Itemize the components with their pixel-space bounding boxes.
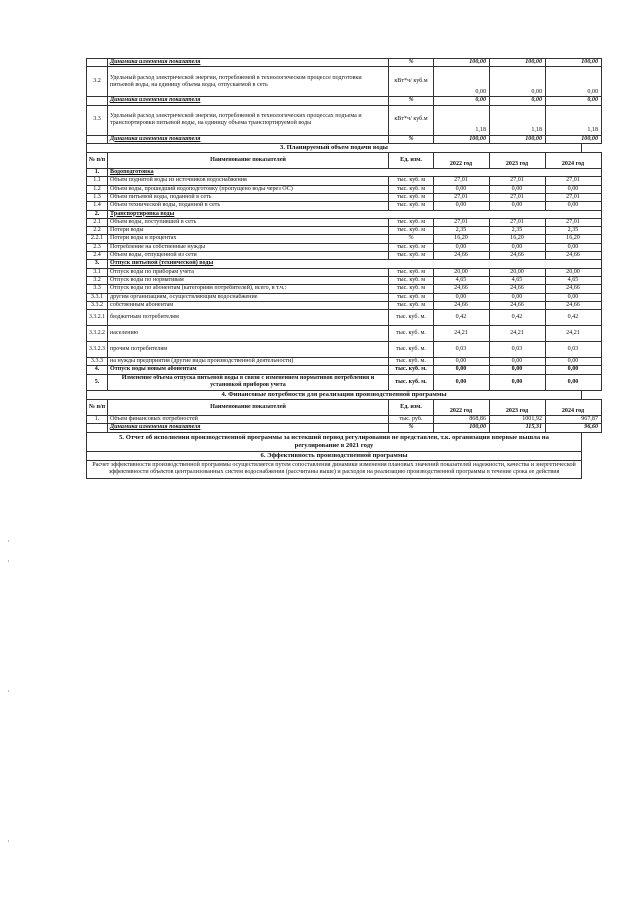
unit-cell: тыс. куб. м. bbox=[389, 358, 434, 366]
value-cell: 16,20 bbox=[490, 235, 546, 243]
value-cell: 24,66 bbox=[490, 285, 546, 293]
unit-cell: % bbox=[389, 97, 434, 105]
row-number: 3.3.2.1 bbox=[87, 310, 108, 326]
value-cell: 20,00 bbox=[434, 268, 490, 276]
row-number: 2. bbox=[87, 210, 108, 218]
value-cell: 100,00 bbox=[434, 424, 490, 432]
value-cell: 0,00 bbox=[434, 374, 490, 390]
row-number: 3.1 bbox=[87, 268, 108, 276]
value-cell: 24,66 bbox=[434, 285, 490, 293]
table-row bbox=[87, 374, 602, 390]
value-cell: 27,01 bbox=[490, 177, 546, 185]
unit-cell: тыс. куб. м bbox=[389, 252, 434, 260]
row-number: 1.1 bbox=[87, 177, 108, 185]
value-cell: 4,65 bbox=[434, 276, 490, 284]
unit-cell: тыс. куб. м bbox=[389, 268, 434, 276]
header-year: 2022 год bbox=[434, 153, 490, 169]
unit-cell: % bbox=[389, 135, 434, 143]
indicator-name: Объем поднятой воды из источников водоснабжения bbox=[108, 177, 389, 185]
indicator-name: Изменение объема отпуска питьевой воды в связи с изменением нормативов потребления и установкой приборов учета bbox=[108, 374, 389, 390]
unit-cell: тыс. куб. м bbox=[389, 293, 434, 301]
table-row bbox=[87, 268, 602, 276]
table-row bbox=[87, 193, 602, 201]
value-cell: 0,00 bbox=[434, 67, 490, 97]
unit-cell: тыс. куб. м bbox=[389, 243, 434, 251]
value-cell: 0,00 bbox=[490, 374, 546, 390]
value-cell: 1,18 bbox=[434, 105, 490, 135]
value-cell: 4,65 bbox=[490, 276, 546, 284]
value-cell: 0,00 bbox=[434, 243, 490, 251]
row-number: 1. bbox=[87, 415, 108, 423]
header-year: 2023 год bbox=[490, 399, 546, 415]
row-number: 3.3.3 bbox=[87, 358, 108, 366]
value-cell: 0,00 bbox=[434, 366, 490, 374]
row-number: 2.2 bbox=[87, 227, 108, 235]
indicator-name: Отпуск воды по абонентам (категориям потребителей), всего, в т.ч.: bbox=[108, 285, 389, 293]
value-cell: 0,00 bbox=[490, 293, 546, 301]
value-cell: 27,01 bbox=[434, 218, 490, 226]
row-number: 1.2 bbox=[87, 185, 108, 193]
indicator-name: Объем технической воды, поданной в сеть bbox=[108, 202, 389, 210]
scan-mark bbox=[8, 690, 9, 692]
value-cell: 24,66 bbox=[434, 301, 490, 309]
row-number: 5. bbox=[87, 374, 108, 390]
value-cell: 24,66 bbox=[490, 301, 546, 309]
unit-cell: тыс. куб. м bbox=[389, 193, 434, 201]
group-name: Отпуск питьевой (технической) воды bbox=[108, 260, 602, 268]
header-name: Наименование показателей bbox=[108, 153, 389, 169]
section-4-title: 4. Финансовые потребности для реализации производственной программы bbox=[86, 391, 582, 399]
header-year: 2023 год bbox=[490, 153, 546, 169]
table-row bbox=[87, 342, 602, 358]
indicator-name: бюджетным потребителям bbox=[108, 310, 389, 326]
table-row bbox=[87, 243, 602, 251]
row-number: 3.3.2.3 bbox=[87, 342, 108, 358]
scan-mark bbox=[8, 840, 9, 842]
value-cell: 2,35 bbox=[546, 227, 602, 235]
row-number bbox=[87, 135, 108, 143]
header-unit: Ед. изм. bbox=[389, 153, 434, 169]
value-cell: 967,87 bbox=[546, 415, 602, 423]
value-cell: 100,00 bbox=[490, 59, 546, 67]
table-row bbox=[87, 276, 602, 284]
row-number: 1.3 bbox=[87, 193, 108, 201]
value-cell: 27,01 bbox=[434, 193, 490, 201]
value-cell: 100,00 bbox=[434, 59, 490, 67]
value-cell: 1,18 bbox=[546, 105, 602, 135]
section-4-table bbox=[86, 399, 602, 433]
unit-cell: % bbox=[389, 235, 434, 243]
group-row bbox=[87, 169, 602, 177]
row-number: 2.3 bbox=[87, 243, 108, 251]
indicator-name: Объем питьевой воды, поданной в сеть bbox=[108, 193, 389, 201]
indicator-name: Потребление на собственные нужды bbox=[108, 243, 389, 251]
row-number: 1. bbox=[87, 169, 108, 177]
value-cell: 16,20 bbox=[434, 235, 490, 243]
value-cell: 24,66 bbox=[434, 252, 490, 260]
section-3-title: 3. Планируемый объем подачи воды bbox=[86, 144, 582, 152]
indicator-name: Динамика изменения показателя bbox=[108, 59, 389, 67]
section-6-text: Расчет эффективности производственной программы осуществляется путем сопоставления динамики изменения плановых значений показателей надежности, качества и энергетической эффективности объектов централизованных систем водоснабжения (рассчитаны выше) и расходов на реализацию производственной программы в течение срока ее действия bbox=[86, 460, 582, 479]
value-cell: 0,03 bbox=[546, 342, 602, 358]
table-row bbox=[87, 235, 602, 243]
indicator-name: Динамика изменения показателя bbox=[108, 424, 389, 432]
header-unit: Ед. изм. bbox=[389, 399, 434, 415]
value-cell: 0,00 bbox=[434, 293, 490, 301]
group-name: Водоподготовка bbox=[108, 169, 602, 177]
unit-cell: тыс. куб. м bbox=[389, 185, 434, 193]
value-cell: 96,60 bbox=[546, 424, 602, 432]
table-row bbox=[87, 105, 602, 135]
value-cell: 0,00 bbox=[434, 97, 490, 105]
value-cell: 0,00 bbox=[546, 358, 602, 366]
indicator-name: Отпуск воды по нормативам bbox=[108, 276, 389, 284]
unit-cell: тыс. куб. м bbox=[389, 276, 434, 284]
table-row bbox=[87, 202, 602, 210]
table-header bbox=[87, 153, 602, 169]
indicator-name: Динамика изменения показателя bbox=[108, 97, 389, 105]
value-cell: 0,00 bbox=[546, 202, 602, 210]
table-row bbox=[87, 67, 602, 97]
unit-cell: тыс. куб. м. bbox=[389, 342, 434, 358]
value-cell: 0,00 bbox=[490, 243, 546, 251]
table-header bbox=[87, 399, 602, 415]
unit-cell: кВт*ч/ куб.м bbox=[389, 67, 434, 97]
value-cell: 100,00 bbox=[490, 135, 546, 143]
unit-cell: % bbox=[389, 59, 434, 67]
indicator-name: Отпуск воды по приборам учета bbox=[108, 268, 389, 276]
row-number: 2.4 bbox=[87, 252, 108, 260]
table-row bbox=[87, 415, 602, 423]
value-cell: 2,35 bbox=[490, 227, 546, 235]
value-cell: 20,00 bbox=[546, 268, 602, 276]
value-cell: 1001,92 bbox=[490, 415, 546, 423]
value-cell: 0,00 bbox=[434, 358, 490, 366]
value-cell: 0,00 bbox=[546, 97, 602, 105]
indicator-name: Объем воды, поступившей в сеть bbox=[108, 218, 389, 226]
unit-cell: тыс. руб. bbox=[389, 415, 434, 423]
row-number: 4. bbox=[87, 366, 108, 374]
table-row bbox=[87, 301, 602, 309]
row-number bbox=[87, 424, 108, 432]
group-row bbox=[87, 210, 602, 218]
value-cell: 0,00 bbox=[490, 97, 546, 105]
table-row bbox=[87, 252, 602, 260]
value-cell: 0,03 bbox=[490, 342, 546, 358]
value-cell: 100,00 bbox=[546, 135, 602, 143]
row-number: 3.2 bbox=[87, 276, 108, 284]
value-cell: 0,00 bbox=[546, 67, 602, 97]
unit-cell: тыс. куб. м bbox=[389, 218, 434, 226]
value-cell: 24,21 bbox=[490, 326, 546, 342]
header-year: 2024 год bbox=[546, 399, 602, 415]
value-cell: 0,03 bbox=[434, 342, 490, 358]
value-cell: 100,00 bbox=[434, 135, 490, 143]
dynamics-row bbox=[87, 135, 602, 143]
value-cell: 27,01 bbox=[434, 177, 490, 185]
value-cell: 27,01 bbox=[490, 193, 546, 201]
unit-cell: % bbox=[389, 424, 434, 432]
value-cell: 24,21 bbox=[546, 326, 602, 342]
row-number: 3.3 bbox=[87, 285, 108, 293]
table-row bbox=[87, 218, 602, 226]
value-cell: 0,00 bbox=[434, 202, 490, 210]
section-6-title: 6. Эффективность производственной программы bbox=[86, 451, 582, 460]
value-cell: 0,00 bbox=[546, 366, 602, 374]
value-cell: 0,42 bbox=[490, 310, 546, 326]
unit-cell: тыс. куб. м bbox=[389, 285, 434, 293]
header-name: Наименование показателей bbox=[108, 399, 389, 415]
row-number: 3.3.2.2 bbox=[87, 326, 108, 342]
section-5-title: 5. Отчет об исполнении производственной программы за истекший период регулирования не представлен, т.к. организация впервые вышла на регулирование в 2021 году bbox=[86, 433, 582, 451]
value-cell: 0,00 bbox=[490, 67, 546, 97]
value-cell: 0,00 bbox=[490, 185, 546, 193]
table-row bbox=[87, 177, 602, 185]
value-cell: 24,21 bbox=[434, 326, 490, 342]
indicator-name: Объем воды, прошедший водоподготовку (пропущено воды через ОС) bbox=[108, 185, 389, 193]
unit-cell: тыс. куб. м bbox=[389, 301, 434, 309]
indicator-name: на нужды предприятия (другие виды производственной деятельности) bbox=[108, 358, 389, 366]
dynamics-row bbox=[87, 59, 602, 67]
table-row bbox=[87, 293, 602, 301]
indicator-name: собственным абонентам bbox=[108, 301, 389, 309]
row-number: 3.3.1 bbox=[87, 293, 108, 301]
row-number bbox=[87, 97, 108, 105]
section-3-table bbox=[86, 152, 602, 391]
value-cell: 2,35 bbox=[434, 227, 490, 235]
value-cell: 27,01 bbox=[490, 218, 546, 226]
value-cell: 100,00 bbox=[546, 59, 602, 67]
value-cell: 0,00 bbox=[490, 358, 546, 366]
row-number: 3. bbox=[87, 260, 108, 268]
row-number: 2.2.1 bbox=[87, 235, 108, 243]
dynamics-row bbox=[87, 97, 602, 105]
scan-mark bbox=[8, 560, 9, 562]
unit-cell: тыс. куб. м bbox=[389, 202, 434, 210]
table-row bbox=[87, 326, 602, 342]
unit-cell: кВт*ч/ куб.м bbox=[389, 105, 434, 135]
indicator-name: Удельный расход электрической энергии, потребляемой в технологических процессах подъема и транспортировки питьевой воды, на единицу объема транспортируемой воды bbox=[108, 105, 389, 135]
unit-cell: тыс. куб. м bbox=[389, 227, 434, 235]
header-year: 2024 год bbox=[546, 153, 602, 169]
row-number: 2.1 bbox=[87, 218, 108, 226]
indicator-name: другим организациям, осуществляющим водоснабжение bbox=[108, 293, 389, 301]
table-row bbox=[87, 366, 602, 374]
indicator-name: Отпуск воды новым абонентам bbox=[108, 366, 389, 374]
value-cell: 868,86 bbox=[434, 415, 490, 423]
indicator-name: Потери воды в процентах bbox=[108, 235, 389, 243]
dynamics-row bbox=[87, 424, 602, 432]
group-row bbox=[87, 260, 602, 268]
value-cell: 0,00 bbox=[490, 202, 546, 210]
header-year: 2022 год bbox=[434, 399, 490, 415]
value-cell: 27,01 bbox=[546, 177, 602, 185]
table-row bbox=[87, 310, 602, 326]
indicator-name: Удельный расход электрической энергии, потребляемой в технологическом процессе подготовки питьевой воды, на единицу объема воды, отпускаемой в сеть bbox=[108, 67, 389, 97]
value-cell: 1,18 bbox=[490, 105, 546, 135]
value-cell: 27,01 bbox=[546, 193, 602, 201]
table-row bbox=[87, 185, 602, 193]
indicator-name: населению bbox=[108, 326, 389, 342]
group-name: Транспортировка воды bbox=[108, 210, 602, 218]
value-cell: 0,00 bbox=[546, 243, 602, 251]
value-cell: 24,66 bbox=[546, 301, 602, 309]
value-cell: 20,00 bbox=[490, 268, 546, 276]
value-cell: 4,65 bbox=[546, 276, 602, 284]
indicator-name: Динамика изменения показателя bbox=[108, 135, 389, 143]
scan-mark bbox=[8, 540, 9, 542]
value-cell: 0,00 bbox=[490, 366, 546, 374]
indicator-name: Объем воды, отпущенной из сети bbox=[108, 252, 389, 260]
unit-cell: тыс. куб. м. bbox=[389, 374, 434, 390]
table-row bbox=[87, 285, 602, 293]
value-cell: 24,66 bbox=[546, 252, 602, 260]
header-num: № п/п bbox=[87, 399, 108, 415]
value-cell: 115,31 bbox=[490, 424, 546, 432]
value-cell: 0,00 bbox=[434, 185, 490, 193]
value-cell: 0,00 bbox=[546, 185, 602, 193]
value-cell: 0,00 bbox=[546, 293, 602, 301]
row-number: 3.3.2 bbox=[87, 301, 108, 309]
indicator-name: Объем финансовых потребностей bbox=[108, 415, 389, 423]
row-number: 3.3 bbox=[87, 105, 108, 135]
indicator-name: Потери воды bbox=[108, 227, 389, 235]
unit-cell: тыс. куб. м. bbox=[389, 366, 434, 374]
table-row bbox=[87, 227, 602, 235]
value-cell: 16,20 bbox=[546, 235, 602, 243]
header-num: № п/п bbox=[87, 153, 108, 169]
value-cell: 0,42 bbox=[434, 310, 490, 326]
top-table bbox=[86, 58, 602, 144]
indicator-name: прочим потребителям bbox=[108, 342, 389, 358]
unit-cell: тыс. куб. м bbox=[389, 177, 434, 185]
table-row bbox=[87, 358, 602, 366]
unit-cell: тыс. куб. м. bbox=[389, 326, 434, 342]
value-cell: 27,01 bbox=[546, 218, 602, 226]
value-cell: 24,66 bbox=[546, 285, 602, 293]
value-cell: 0,42 bbox=[546, 310, 602, 326]
row-number bbox=[87, 59, 108, 67]
value-cell: 24,66 bbox=[490, 252, 546, 260]
unit-cell: тыс. куб. м. bbox=[389, 310, 434, 326]
value-cell: 0,00 bbox=[546, 374, 602, 390]
row-number: 3.2 bbox=[87, 67, 108, 97]
row-number: 1.4 bbox=[87, 202, 108, 210]
document-page bbox=[86, 58, 598, 479]
